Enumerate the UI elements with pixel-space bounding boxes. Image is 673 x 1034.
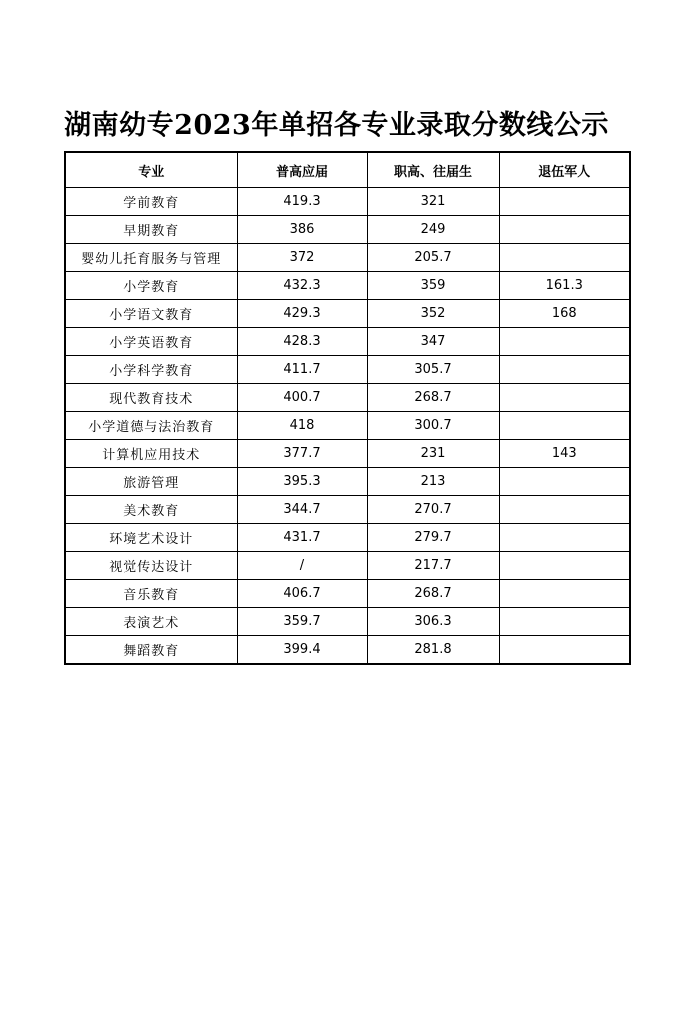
general-score-cell: 418 [237, 412, 367, 440]
vocational-score-cell: 352 [367, 300, 499, 328]
table-body [65, 188, 630, 665]
general-score-cell: 419.3 [237, 188, 367, 216]
vocational-score-cell: 347 [367, 328, 499, 356]
vocational-score-cell: 300.7 [367, 412, 499, 440]
major-cell: 计算机应用技术 [65, 440, 237, 468]
admission-score-table [64, 151, 631, 665]
table-row [65, 552, 630, 580]
vocational-score-cell: 305.7 [367, 356, 499, 384]
general-score-cell: 377.7 [237, 440, 367, 468]
table-row [65, 608, 630, 636]
table-row [65, 524, 630, 552]
veteran-score-cell [499, 356, 630, 384]
table-row [65, 412, 630, 440]
major-cell: 美术教育 [65, 496, 237, 524]
veteran-score-cell [499, 608, 630, 636]
table-row [65, 188, 630, 216]
table-row [65, 216, 630, 244]
general-score-cell: 431.7 [237, 524, 367, 552]
vocational-score-cell: 231 [367, 440, 499, 468]
vocational-score-cell: 279.7 [367, 524, 499, 552]
vocational-score-cell: 213 [367, 468, 499, 496]
header-major: 专业 [65, 152, 237, 188]
veteran-score-cell [499, 216, 630, 244]
vocational-score-cell: 306.3 [367, 608, 499, 636]
general-score-cell: 344.7 [237, 496, 367, 524]
vocational-score-cell: 268.7 [367, 580, 499, 608]
major-cell: 小学道德与法治教育 [65, 412, 237, 440]
veteran-score-cell [499, 468, 630, 496]
table-row [65, 300, 630, 328]
general-score-cell: 432.3 [237, 272, 367, 300]
major-cell: 小学教育 [65, 272, 237, 300]
general-score-cell: 411.7 [237, 356, 367, 384]
general-score-cell: 372 [237, 244, 367, 272]
major-cell: 环境艺术设计 [65, 524, 237, 552]
veteran-score-cell [499, 552, 630, 580]
veteran-score-cell: 143 [499, 440, 630, 468]
major-cell: 旅游管理 [65, 468, 237, 496]
table-row [65, 440, 630, 468]
veteran-score-cell: 168 [499, 300, 630, 328]
general-score-cell: 359.7 [237, 608, 367, 636]
major-cell: 早期教育 [65, 216, 237, 244]
vocational-score-cell: 205.7 [367, 244, 499, 272]
veteran-score-cell [499, 188, 630, 216]
vocational-score-cell: 249 [367, 216, 499, 244]
major-cell: 小学科学教育 [65, 356, 237, 384]
table-row [65, 384, 630, 412]
table-row [65, 580, 630, 608]
major-cell: 现代教育技术 [65, 384, 237, 412]
header-veterans: 退伍军人 [499, 152, 630, 188]
page-title: 湖南幼专2023年单招各专业录取分数线公示 [64, 110, 609, 141]
general-score-cell: 429.3 [237, 300, 367, 328]
major-cell: 舞蹈教育 [65, 636, 237, 665]
vocational-score-cell: 268.7 [367, 384, 499, 412]
vocational-score-cell: 359 [367, 272, 499, 300]
table-row [65, 272, 630, 300]
vocational-score-cell: 270.7 [367, 496, 499, 524]
major-cell: 小学英语教育 [65, 328, 237, 356]
major-cell: 视觉传达设计 [65, 552, 237, 580]
major-cell: 小学语文教育 [65, 300, 237, 328]
table-header-row [65, 152, 630, 188]
major-cell: 表演艺术 [65, 608, 237, 636]
veteran-score-cell [499, 580, 630, 608]
vocational-score-cell: 321 [367, 188, 499, 216]
general-score-cell: 400.7 [237, 384, 367, 412]
table-row [65, 468, 630, 496]
general-score-cell: 399.4 [237, 636, 367, 665]
major-cell: 学前教育 [65, 188, 237, 216]
general-score-cell: 395.3 [237, 468, 367, 496]
major-cell: 音乐教育 [65, 580, 237, 608]
general-score-cell: 406.7 [237, 580, 367, 608]
table-row [65, 356, 630, 384]
table-row [65, 636, 630, 665]
vocational-score-cell: 281.8 [367, 636, 499, 665]
major-cell: 婴幼儿托育服务与管理 [65, 244, 237, 272]
veteran-score-cell [499, 328, 630, 356]
veteran-score-cell [499, 244, 630, 272]
vocational-score-cell: 217.7 [367, 552, 499, 580]
veteran-score-cell [499, 636, 630, 665]
table-row [65, 496, 630, 524]
veteran-score-cell [499, 524, 630, 552]
veteran-score-cell [499, 496, 630, 524]
table-row [65, 244, 630, 272]
header-vocational-previous: 职高、往届生 [367, 152, 499, 188]
general-score-cell: 428.3 [237, 328, 367, 356]
general-score-cell: 386 [237, 216, 367, 244]
table-row [65, 328, 630, 356]
header-general-high-school: 普高应届 [237, 152, 367, 188]
veteran-score-cell [499, 412, 630, 440]
veteran-score-cell: 161.3 [499, 272, 630, 300]
veteran-score-cell [499, 384, 630, 412]
general-score-cell: / [237, 552, 367, 580]
